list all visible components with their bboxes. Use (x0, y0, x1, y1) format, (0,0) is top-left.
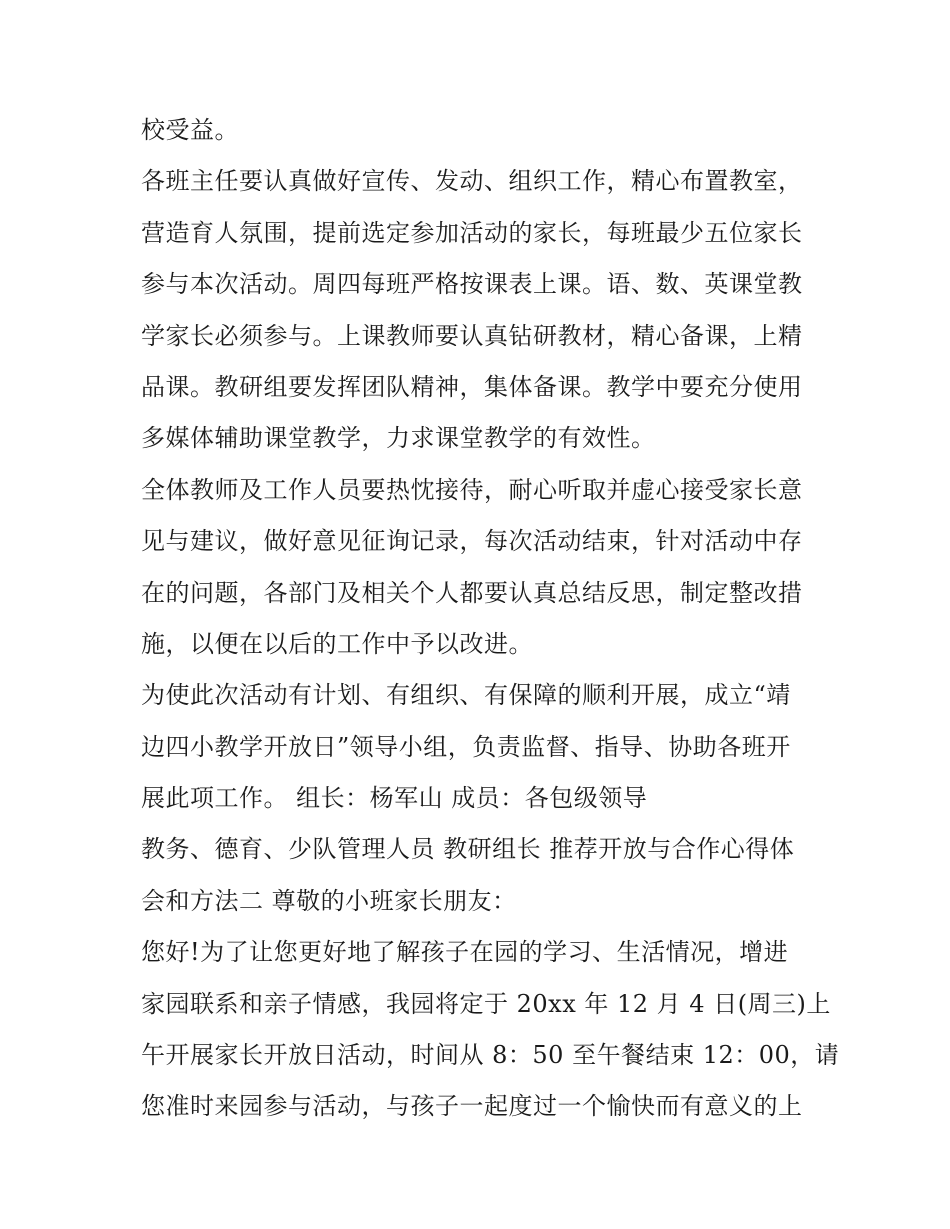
text-line: 品课。教研组要发挥团队精神，集体备课。教学中要充分使用 (141, 372, 803, 401)
text-line: 展此项工作。 组长：杨军山 成员：各包级领导 (141, 784, 648, 813)
text-line: 在的问题，各部门及相关个人都要认真总结反思，制定整改措 (141, 578, 803, 607)
text-line: 营造育人氛围，提前选定参加活动的家长，每班最少五位家长 (141, 218, 803, 247)
text-line: 边四小教学开放日”领导小组，负责监督、指导、协助各班开 (141, 732, 791, 761)
text-line: 参与本次活动。周四每班严格按课表上课。语、数、英课堂教 (141, 270, 803, 299)
text-line: 家园联系和亲子情感，我园将定于 20xx 年 12 月 4 日(周三)上 (141, 989, 831, 1018)
text-line: 见与建议，做好意见征询记录，每次活动结束，针对活动中存 (141, 527, 803, 556)
text-line: 施，以便在以后的工作中予以改进。 (141, 629, 533, 658)
text-line: 午开展家长开放日活动，时间从 8：50 至午餐结束 12：00，请 (141, 1041, 840, 1070)
text-line: 各班主任要认真做好宣传、发动、组织工作，精心布置教室， (141, 167, 803, 196)
text-line: 校受益。 (141, 116, 239, 144)
text-line: 您好!为了让您更好地了解孩子在园的学习、生活情况，增进 (141, 938, 789, 967)
text-line: 会和方法二 尊敬的小班家长朋友： (141, 886, 517, 915)
text-line: 多媒体辅助课堂教学，力求课堂教学的有效性。 (141, 424, 656, 453)
text-line: 您准时来园参与活动，与孩子一起度过一个愉快而有意义的上 (141, 1092, 803, 1121)
text-line: 学家长必须参与。上课教师要认真钻研教材，精心备课，上精 (141, 321, 803, 350)
text-line: 全体教师及工作人员要热忱接待，耐心听取并虚心接受家长意 (141, 475, 803, 504)
document-body (141, 105, 840, 1133)
text-line: 为使此次活动有计划、有组织、有保障的顺利开展，成立“靖 (141, 681, 791, 710)
text-line: 教务、德育、少队管理人员 教研组长 推荐开放与合作心得体 (141, 835, 795, 864)
